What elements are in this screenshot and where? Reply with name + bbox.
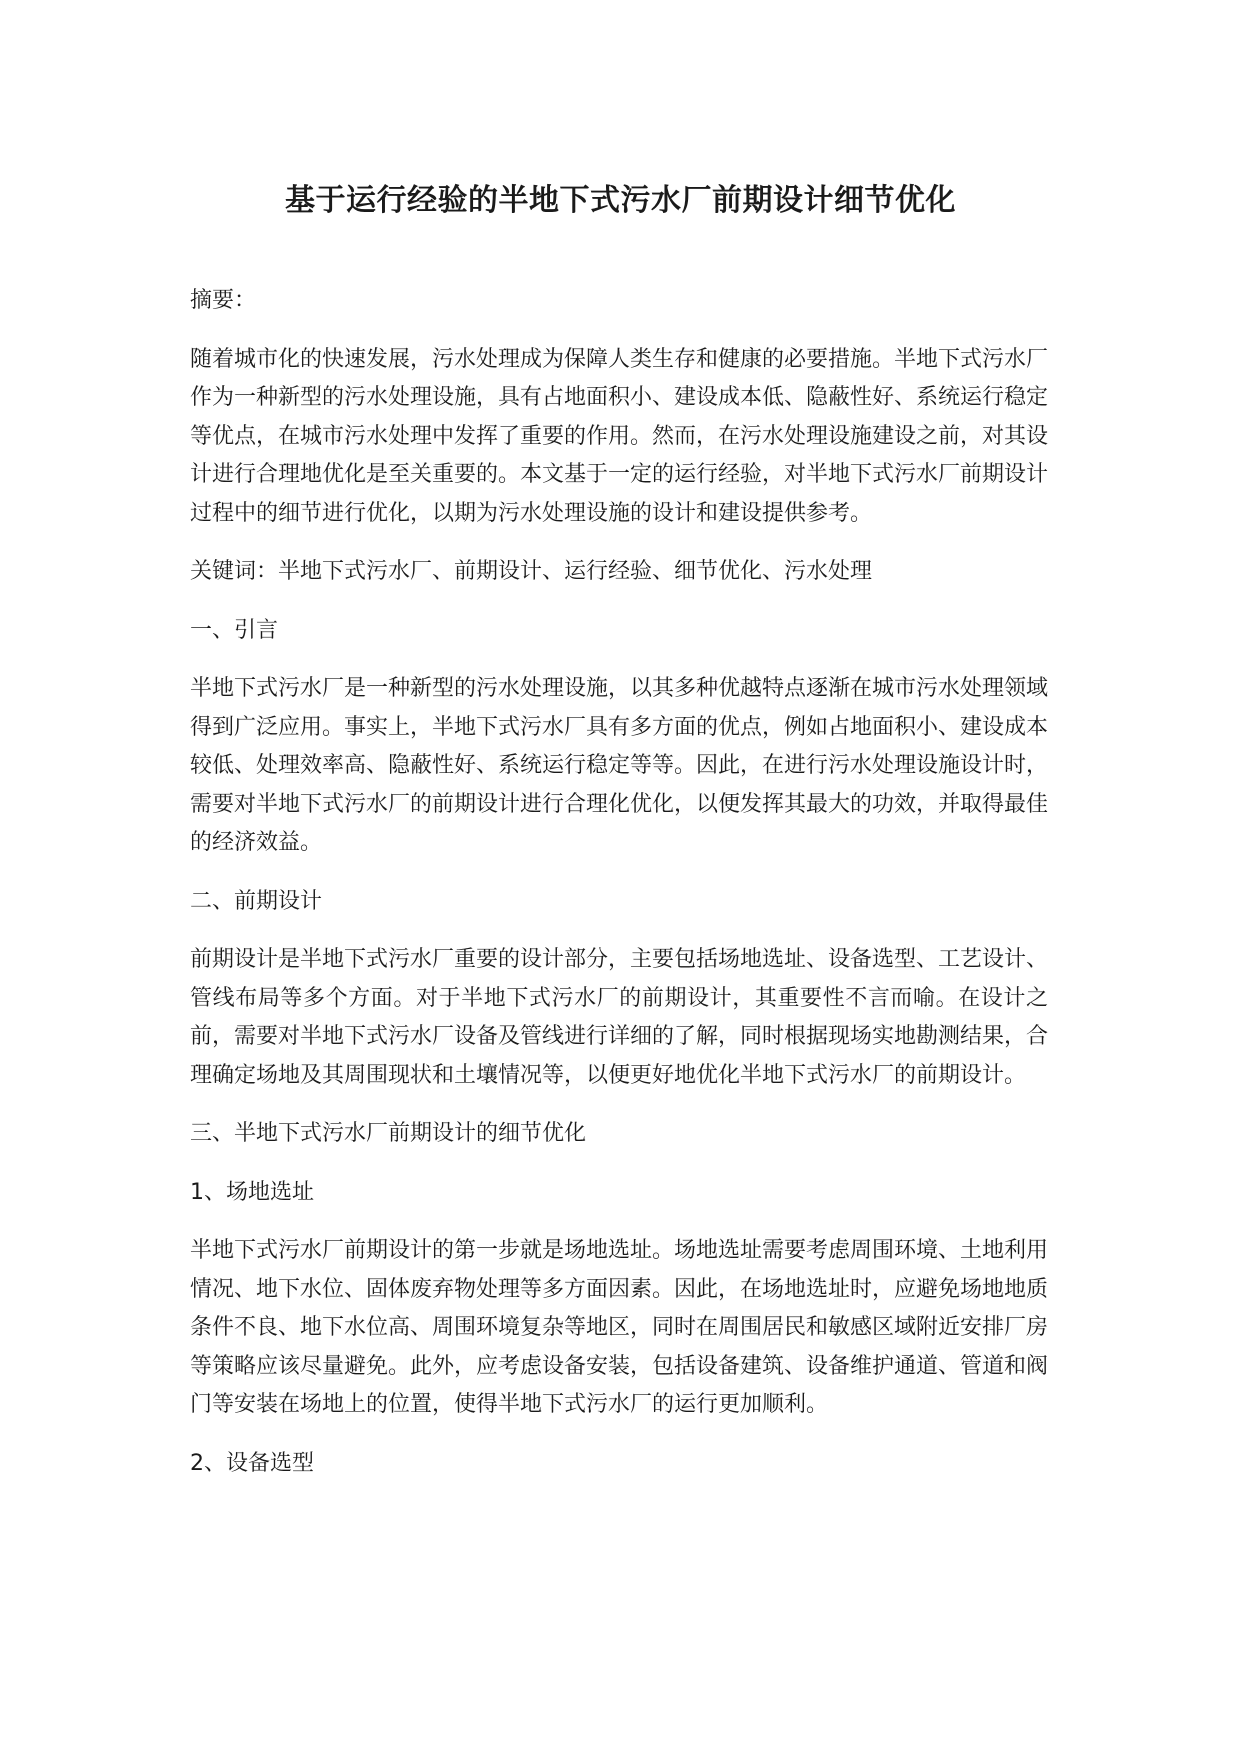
abstract-paragraph: 随着城市化的快速发展，污水处理成为保障人类生存和健康的必要措施。半地下式污水厂作为一种新型的污水处理设施，具有占地面积小、建设成本低、隐蔽性好、系统运行稳定等优点，在城市污水处理中发挥了重要的作用。然而，在污水处理设施建设之前，对其设计进行合理地优化是至关重要的。本文基于一定的运行经验，对半地下式污水厂前期设计过程中的细节进行优化，以期为污水处理设施的设计和建设提供参考。 — [190, 346, 1049, 526]
keywords-line: 关键词：半地下式污水厂、前期设计、运行经验、细节优化、污水处理 — [190, 559, 873, 584]
section-heading-introduction: 一、引言 — [190, 617, 279, 643]
site-selection-paragraph: 半地下式污水厂前期设计的第一步就是场地选址。场地选址需要考虑周围环境、土地利用情况、地下水位、固体废弃物处理等多方面因素。因此，在场地选址时，应避免场地地质条件不良、地下水位高、周围环境复杂等地区，同时在周围居民和敏感区域附近安排厂房等策略应该尽量避免。此外，应考虑设备安装，包括设备建筑、设备维护通道、管道和阀门等安装在场地上的位置，使得半地下式污水厂的运行更加顺利。 — [190, 1238, 1049, 1417]
section-heading-preliminary-design: 二、前期设计 — [190, 888, 323, 914]
subsection-heading-site-selection: 1、场地选址 — [190, 1179, 314, 1205]
section-heading-detail-optimization: 三、半地下式污水厂前期设计的细节优化 — [190, 1121, 587, 1146]
abstract-label: 摘要： — [190, 288, 257, 313]
document-body — [190, 282, 1048, 1503]
introduction-paragraph: 半地下式污水厂是一种新型的污水处理设施，以其多种优越特点逐渐在城市污水处理领域得到广泛应用。事实上，半地下式污水厂具有多方面的优点，例如占地面积小、建设成本较低、处理效率高、隐蔽性好、系统运行稳定等等。因此，在进行污水处理设施设计时，需要对半地下式污水厂的前期设计进行合理化优化，以便发挥其最大的功效，并取得最佳的经济效益。 — [190, 676, 1049, 855]
preliminary-design-paragraph: 前期设计是半地下式污水厂重要的设计部分，主要包括场地选址、设备选型、工艺设计、管线布局等多个方面。对于半地下式污水厂的前期设计，其重要性不言而喻。在设计之前，需要对半地下式污水厂设备及管线进行详细的了解，同时根据现场实地勘测结果，合理确定场地及其周围现状和土壤情况等，以便更好地优化半地下式污水厂的前期设计。 — [190, 947, 1049, 1088]
subsection-heading-equipment-selection: 2、设备选型 — [190, 1450, 314, 1476]
page-title: 基于运行经验的半地下式污水厂前期设计细节优化 — [285, 183, 956, 218]
